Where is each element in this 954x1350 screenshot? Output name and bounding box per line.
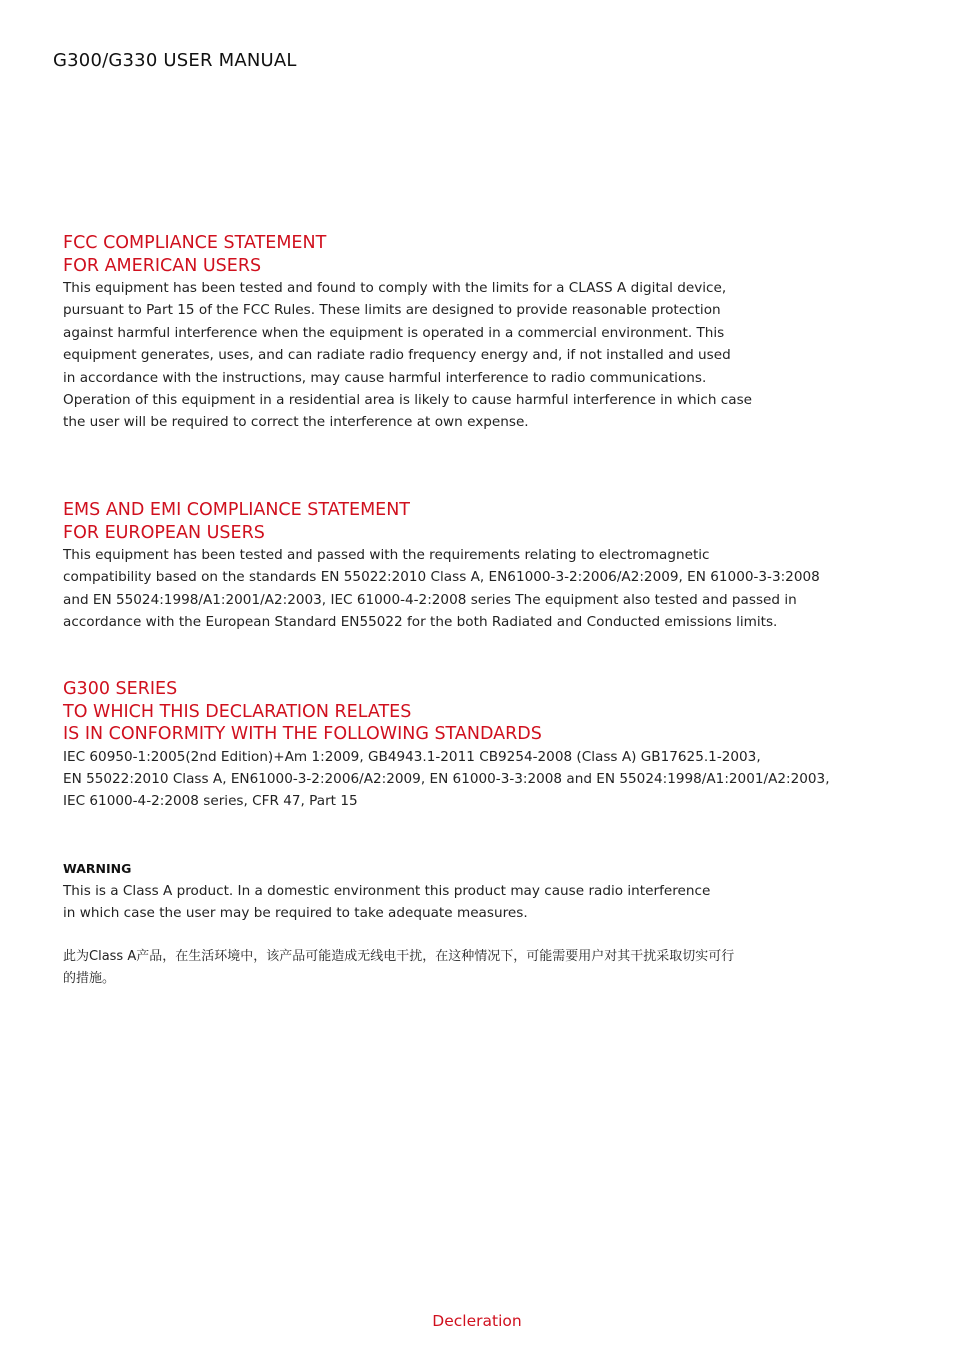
ems-heading	[63, 499, 823, 544]
g300-body	[63, 746, 830, 813]
fcc-body-line: This equipment has been tested and found to comply with the limits for a CLASS A digital device,	[63, 280, 727, 296]
warning-chinese-line: 的措施。	[63, 971, 116, 987]
fcc-body-line: Operation of this equipment in a residential area is likely to cause harmful interference in which case	[63, 392, 753, 409]
ems-body-line: compatibility based on the standards EN 55022:2010 Class A, EN61000-3-2:2006/A2:2009, EN 61000-3-3:2008	[63, 569, 820, 586]
fcc-heading-line: FCC COMPLIANCE STATEMENT	[63, 233, 327, 253]
g300-body-line: IEC 61000-4-2:2008 series, CFR 47, Part 15	[63, 793, 358, 810]
warning-body	[63, 880, 823, 925]
g300-heading-line: G300 SERIES	[63, 679, 178, 699]
fcc-body-line: pursuant to Part 15 of the FCC Rules. These limits are designed to provide reasonable protection	[63, 302, 721, 319]
warning-label: WARNING	[63, 861, 132, 876]
warning-body-line: in which case the user may be required to take adequate measures.	[63, 905, 528, 922]
fcc-body-line: in accordance with the instructions, may cause harmful interference to radio communications.	[63, 369, 707, 386]
warning-chinese-text	[63, 946, 823, 991]
fcc-body-line: the user will be required to correct the interference at own expense.	[63, 414, 529, 431]
fcc-heading	[63, 232, 823, 277]
ems-heading-line: EMS AND EMI COMPLIANCE STATEMENT	[63, 500, 411, 520]
fcc-section	[63, 232, 823, 434]
g300-body-line: IEC 60950-1:2005(2nd Edition)+Am 1:2009, GB4943.1-2011 CB9254-2008 (Class A) GB17625.1-2003,	[63, 748, 761, 765]
g300-heading-line: TO WHICH THIS DECLARATION RELATES	[63, 701, 412, 722]
fcc-body	[63, 277, 823, 434]
ems-heading-line: FOR EUROPEAN USERS	[63, 522, 265, 543]
fcc-heading-line: FOR AMERICAN USERS	[63, 255, 262, 276]
ems-body	[63, 544, 823, 634]
page-footer-label: Decleration	[432, 1312, 522, 1330]
warning-section	[63, 858, 823, 991]
ems-body-line: accordance with the European Standard EN55022 for the both Radiated and Conducted emissions limits.	[63, 614, 778, 631]
ems-section	[63, 499, 823, 634]
g300-body-line: EN 55022:2010 Class A, EN61000-3-2:2006/A2:2009, EN 61000-3-3:2008 and EN 55024:1998/A1:2001/A2:2003,	[63, 770, 830, 787]
g300-heading	[63, 678, 823, 746]
fcc-body-line: against harmful interference when the equipment is operated in a commercial environment. This	[63, 324, 725, 341]
ems-body-line: This equipment has been tested and passed with the requirements relating to electromagnetic	[63, 547, 710, 563]
g300-heading-line: IS IN CONFORMITY WITH THE FOLLOWING STANDARDS	[63, 724, 542, 744]
g300-section	[63, 678, 830, 813]
ems-body-line: and EN 55024:1998/A1:2001/A2:2003, IEC 61000-4-2:2008 series The equipment also tested and passed in	[63, 591, 797, 608]
warning-body-line: This is a Class A product. In a domestic environment this product may cause radio interference	[63, 883, 711, 899]
warning-chinese-line: 此为Class A产品，在生活环境中，该产品可能造成无线电干扰，在这种情况下，可能需要用户对其干扰采取切实可行	[63, 948, 735, 964]
document-title: G300/G330 USER MANUAL	[53, 50, 297, 71]
fcc-body-line: equipment generates, uses, and can radiate radio frequency energy and, if not installed and used	[63, 347, 731, 364]
